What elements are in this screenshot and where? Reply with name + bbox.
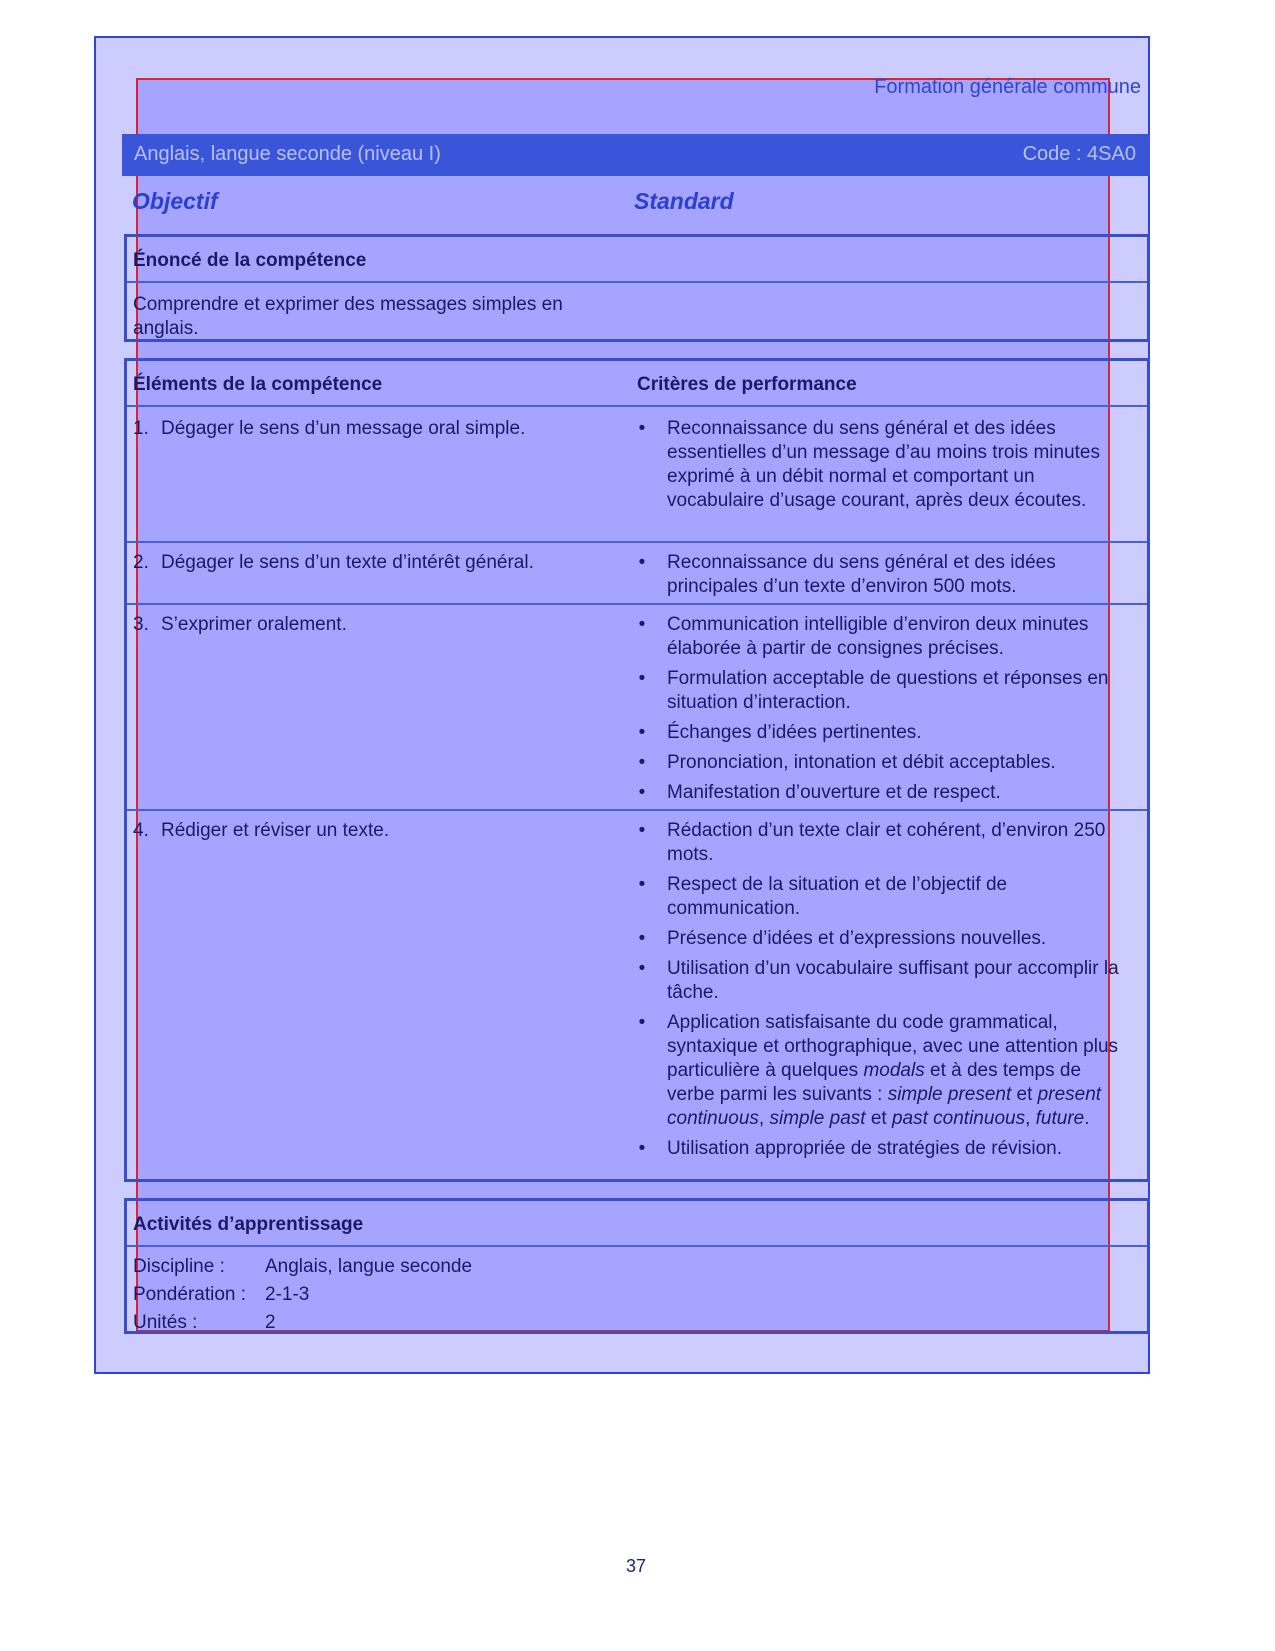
element-row-3 — [133, 613, 347, 637]
activities-box — [124, 1198, 1150, 1334]
program-title: Formation générale commune — [874, 76, 1141, 98]
standard-heading: Standard — [634, 188, 734, 214]
units-label: Unités : — [133, 1312, 198, 1333]
criterion: • Rédaction d’un texte clair et cohérent, d’environ 250 mots. — [638, 820, 1106, 865]
course-bar — [122, 134, 1150, 176]
criterion: • Reconnaissance du sens général et des idées essentielles d’un message d’au moins trois minutes exprimé à un débit normal et comportant un vocabulaire d’usage courant, après deux écoutes. — [638, 418, 1100, 511]
element-text: Dégager le sens d’un texte d’intérêt général. — [161, 552, 534, 573]
criterion: • Respect de la situation et de l’objectif de communication. — [638, 874, 1008, 919]
element-number: 3. — [133, 614, 149, 635]
objective-heading: Objectif — [132, 188, 218, 214]
element-row-1 — [133, 417, 525, 441]
page-number: 37 — [626, 1556, 647, 1576]
criterion-grammar: • Application satisfaisante du code grammatical, syntaxique et orthographique, avec une attention plus particulière à quelques modals et à des temps de verbe parmi les suivants : simple present et present continuous, simple past et past continuous, future. — [638, 1012, 1119, 1129]
elements-table — [124, 358, 1150, 1182]
element-text: Dégager le sens d’un message oral simple. — [161, 418, 526, 439]
ponderation-label: Pondération : — [133, 1284, 247, 1305]
element-number: 4. — [133, 820, 149, 841]
element-number: 1. — [133, 418, 149, 439]
competence-text-line1: Comprendre et exprimer des messages simples en — [133, 294, 563, 315]
element-row-4 — [133, 819, 389, 843]
elements-heading: Éléments de la compétence — [133, 374, 383, 395]
competence-box — [124, 234, 1150, 342]
criterion: • Utilisation appropriée de stratégies de révision. — [638, 1138, 1062, 1159]
criterion: • Présence d’idées et d’expressions nouvelles. — [638, 928, 1047, 949]
units-value: 2 — [265, 1312, 276, 1333]
criterion: • Utilisation d’un vocabulaire suffisant pour accomplir la tâche. — [638, 958, 1119, 1003]
course-title: Anglais, langue seconde (niveau I) — [134, 143, 441, 165]
criterion: • Formulation acceptable de questions et réponses en situation d’interaction. — [638, 668, 1109, 713]
competence-heading: Énoncé de la compétence — [133, 250, 367, 271]
criteria-list-2 — [637, 551, 1127, 605]
discipline-label: Discipline : — [133, 1256, 225, 1277]
element-text: Rédiger et réviser un texte. — [161, 820, 390, 841]
criterion: • Manifestation d’ouverture et de respect. — [638, 782, 1001, 803]
activities-heading: Activités d’apprentissage — [133, 1214, 364, 1235]
criterion: • Prononciation, intonation et débit acceptables. — [638, 752, 1056, 773]
criterion: • Échanges d’idées pertinentes. — [638, 722, 922, 743]
criteria-list-1 — [637, 417, 1127, 519]
criteria-list-3 — [637, 613, 1127, 811]
course-code: Code : 4SA0 — [1022, 143, 1136, 165]
ponderation-value: 2-1-3 — [265, 1284, 310, 1305]
criterion: • Communication intelligible d’environ deux minutes élaborée à partir de consignes précises. — [638, 614, 1089, 659]
element-text: S’exprimer oralement. — [161, 614, 347, 635]
discipline-value: Anglais, langue seconde — [265, 1256, 473, 1277]
criteria-heading: Critères de performance — [637, 374, 857, 395]
criterion: • Reconnaissance du sens général et des idées principales d’un texte d’environ 500 mots. — [638, 552, 1056, 597]
element-row-2 — [133, 551, 534, 575]
element-number: 2. — [133, 552, 149, 573]
criteria-list-4 — [637, 819, 1127, 1167]
competence-text-line2: anglais. — [133, 318, 199, 339]
